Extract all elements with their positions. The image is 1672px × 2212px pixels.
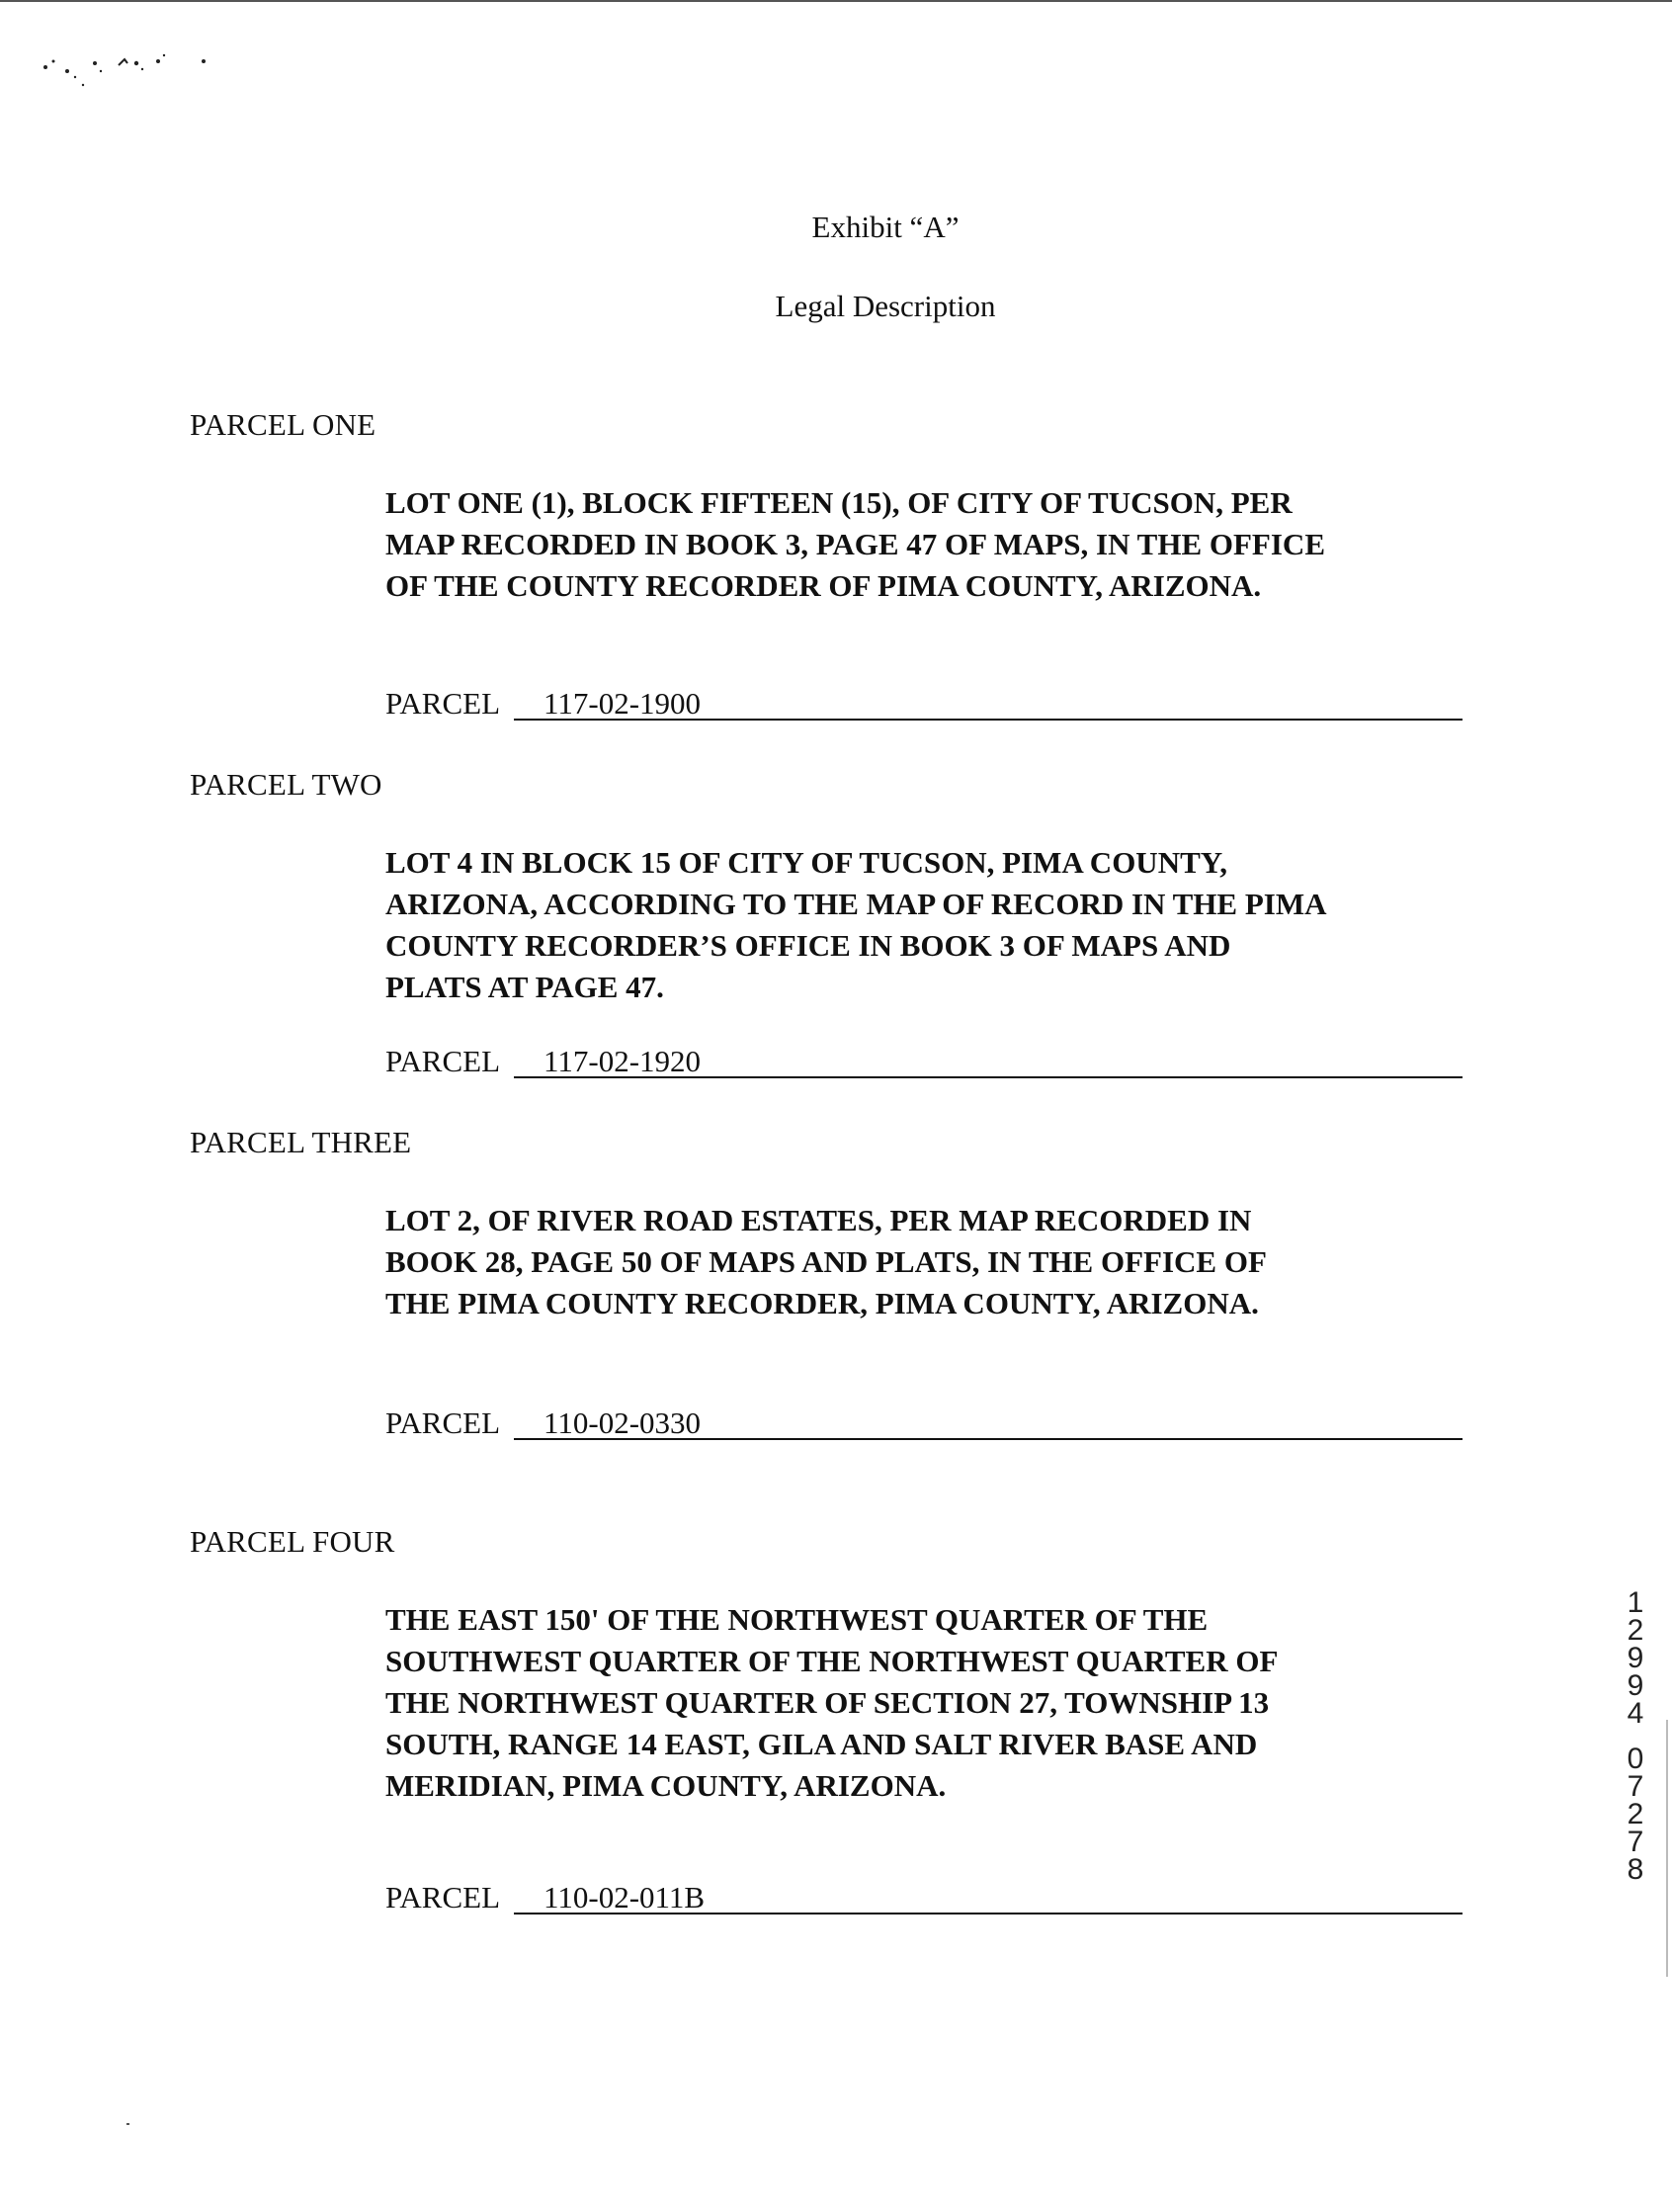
scan-speck <box>126 2123 129 2125</box>
stamp-digit: 9 <box>1627 1642 1644 1674</box>
stamp-digit: 7 <box>1627 1826 1644 1858</box>
parcel-label: PARCEL <box>385 1044 501 1078</box>
parcel-three-number: 110-02-0330 <box>514 1408 1463 1440</box>
recording-docket <box>1621 1586 1650 1730</box>
parcel-four-heading: PARCEL FOUR <box>190 1524 395 1559</box>
parcel-one-description: LOT ONE (1), BLOCK FIFTEEN (15), OF CITY OF TUCSON, PER MAP RECORDED IN BOOK 3, PAGE 47 OF MAPS, IN THE OFFICE OF THE COUNTY RECORDER OF PIMA COUNTY, ARIZONA. <box>385 485 1325 603</box>
stamp-digit: 2 <box>1627 1798 1644 1830</box>
parcel-three-heading: PARCEL THREE <box>190 1125 412 1159</box>
parcel-label: PARCEL <box>385 1405 501 1440</box>
parcel-label: PARCEL <box>385 1880 501 1914</box>
parcel-two-number-line <box>385 1044 1463 1079</box>
document-subtitle: Legal Description <box>775 289 996 323</box>
stamp-digit: 0 <box>1627 1743 1644 1775</box>
parcel-two-heading: PARCEL TWO <box>190 767 382 802</box>
scan-edge-mark <box>1666 1720 1668 1977</box>
parcel-one-number-line <box>385 686 1463 722</box>
parcel-four-description: THE EAST 150' OF THE NORTHWEST QUARTER OF THE SOUTHWEST QUARTER OF THE NORTHWEST QUARTER OF THE NORTHWEST QUARTER OF SECTION 27, TOWNSHIP 13 SOUTH, RANGE 14 EAST, GILA AND SALT RIVER BASE AND MERIDIAN, PIMA COUNTY, ARIZONA. <box>385 1602 1278 1803</box>
stamp-digit: 4 <box>1627 1697 1644 1730</box>
scan-specks <box>40 47 227 87</box>
parcel-two-number: 117-02-1920 <box>514 1047 1463 1078</box>
parcel-one-heading: PARCEL ONE <box>190 407 376 442</box>
recording-page <box>1621 1745 1650 1884</box>
page-top-edge <box>0 0 1672 2</box>
stamp-digit: 7 <box>1627 1770 1644 1803</box>
parcel-four-number: 110-02-011B <box>514 1883 1463 1914</box>
parcel-three-description: LOT 2, OF RIVER ROAD ESTATES, PER MAP RECORDED IN BOOK 28, PAGE 50 OF MAPS AND PLATS, IN THE OFFICE OF THE PIMA COUNTY RECORDER, PIMA COUNTY, ARIZONA. <box>385 1203 1266 1320</box>
parcel-three-number-line <box>385 1405 1463 1441</box>
parcel-label: PARCEL <box>385 686 501 721</box>
parcel-one-number: 117-02-1900 <box>514 689 1463 721</box>
stamp-digit: 9 <box>1627 1669 1644 1702</box>
stamp-digit: 2 <box>1627 1614 1644 1647</box>
parcel-four-number-line <box>385 1880 1463 1915</box>
exhibit-title: Exhibit “A” <box>811 210 960 244</box>
recording-stamp <box>1621 1586 1650 1886</box>
parcel-two-description: LOT 4 IN BLOCK 15 OF CITY OF TUCSON, PIMA COUNTY, ARIZONA, ACCORDING TO THE MAP OF RECORD IN THE PIMA COUNTY RECORDER’S OFFICE IN BOOK 3 OF MAPS AND PLATS AT PAGE 47. <box>385 845 1325 1004</box>
stamp-digit: 8 <box>1627 1853 1644 1886</box>
stamp-digit: 1 <box>1627 1586 1644 1619</box>
